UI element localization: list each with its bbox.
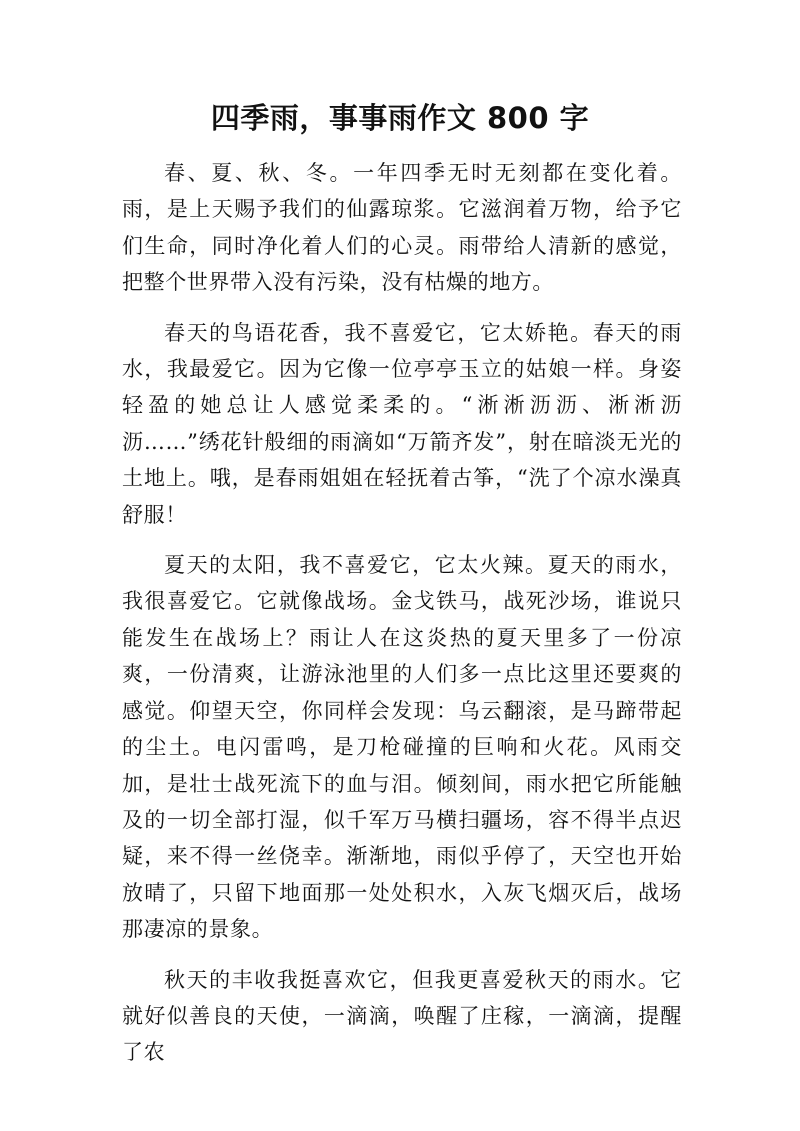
document-body xyxy=(122,155,682,1085)
paragraph-intro: 春、夏、秋、冬。一年四季无时无刻都在变化着。雨，是上天赐予我们的仙露琼浆。它滋润着万物，给予它们生命，同时净化着人们的心灵。雨带给人清新的感觉，把整个世界带入没有污染，没有枯燥的地方。 xyxy=(122,161,682,295)
paragraph-summer: 夏天的太阳，我不喜爱它，它太火辣。夏天的雨水，我很喜爱它。它就像战场。金戈铁马，战死沙场，谁说只能发生在战场上？雨让人在这炎热的夏天里多了一份凉爽，一份清爽，让游泳池里的人们多一点比这里还要爽的感觉。仰望天空，你同样会发现：乌云翻滚，是马蹄带起的尘土。电闪雷鸣，是刀枪碰撞的巨响和火花。风雨交加，是壮士战死流下的血与泪。倾刻间，雨水把它所能触及的一切全部打湿，似千军万马横扫疆场，容不得半点迟疑，来不得一丝侥幸。渐渐地，雨似乎停了，天空也开始放晴了，只留下地面那一处处积水，入灰飞烟灭后，战场那凄凉的景象。 xyxy=(122,553,682,942)
document-title: 四季雨，事事雨作文 800 字 xyxy=(210,101,590,135)
paragraph-spring: 春天的鸟语花香，我不喜爱它，它太娇艳。春天的雨水，我最爱它。因为它像一位亭亭玉立的姑娘一样。身姿轻盈的她总让人感觉柔柔的。“淅淅沥沥、淅淅沥沥……”绣花针般细的雨滴如“万箭齐发”，射在暗淡无光的土地上。哦，是春雨姐姐在轻抚着古筝，“洗了个凉水澡真舒服！ xyxy=(122,320,682,527)
paragraph-autumn: 秋天的丰收我挺喜欢它，但我更喜爱秋天的雨水。它就好似善良的天使，一滴滴，唤醒了庄稼，一滴滴，提醒了农 xyxy=(122,967,682,1065)
